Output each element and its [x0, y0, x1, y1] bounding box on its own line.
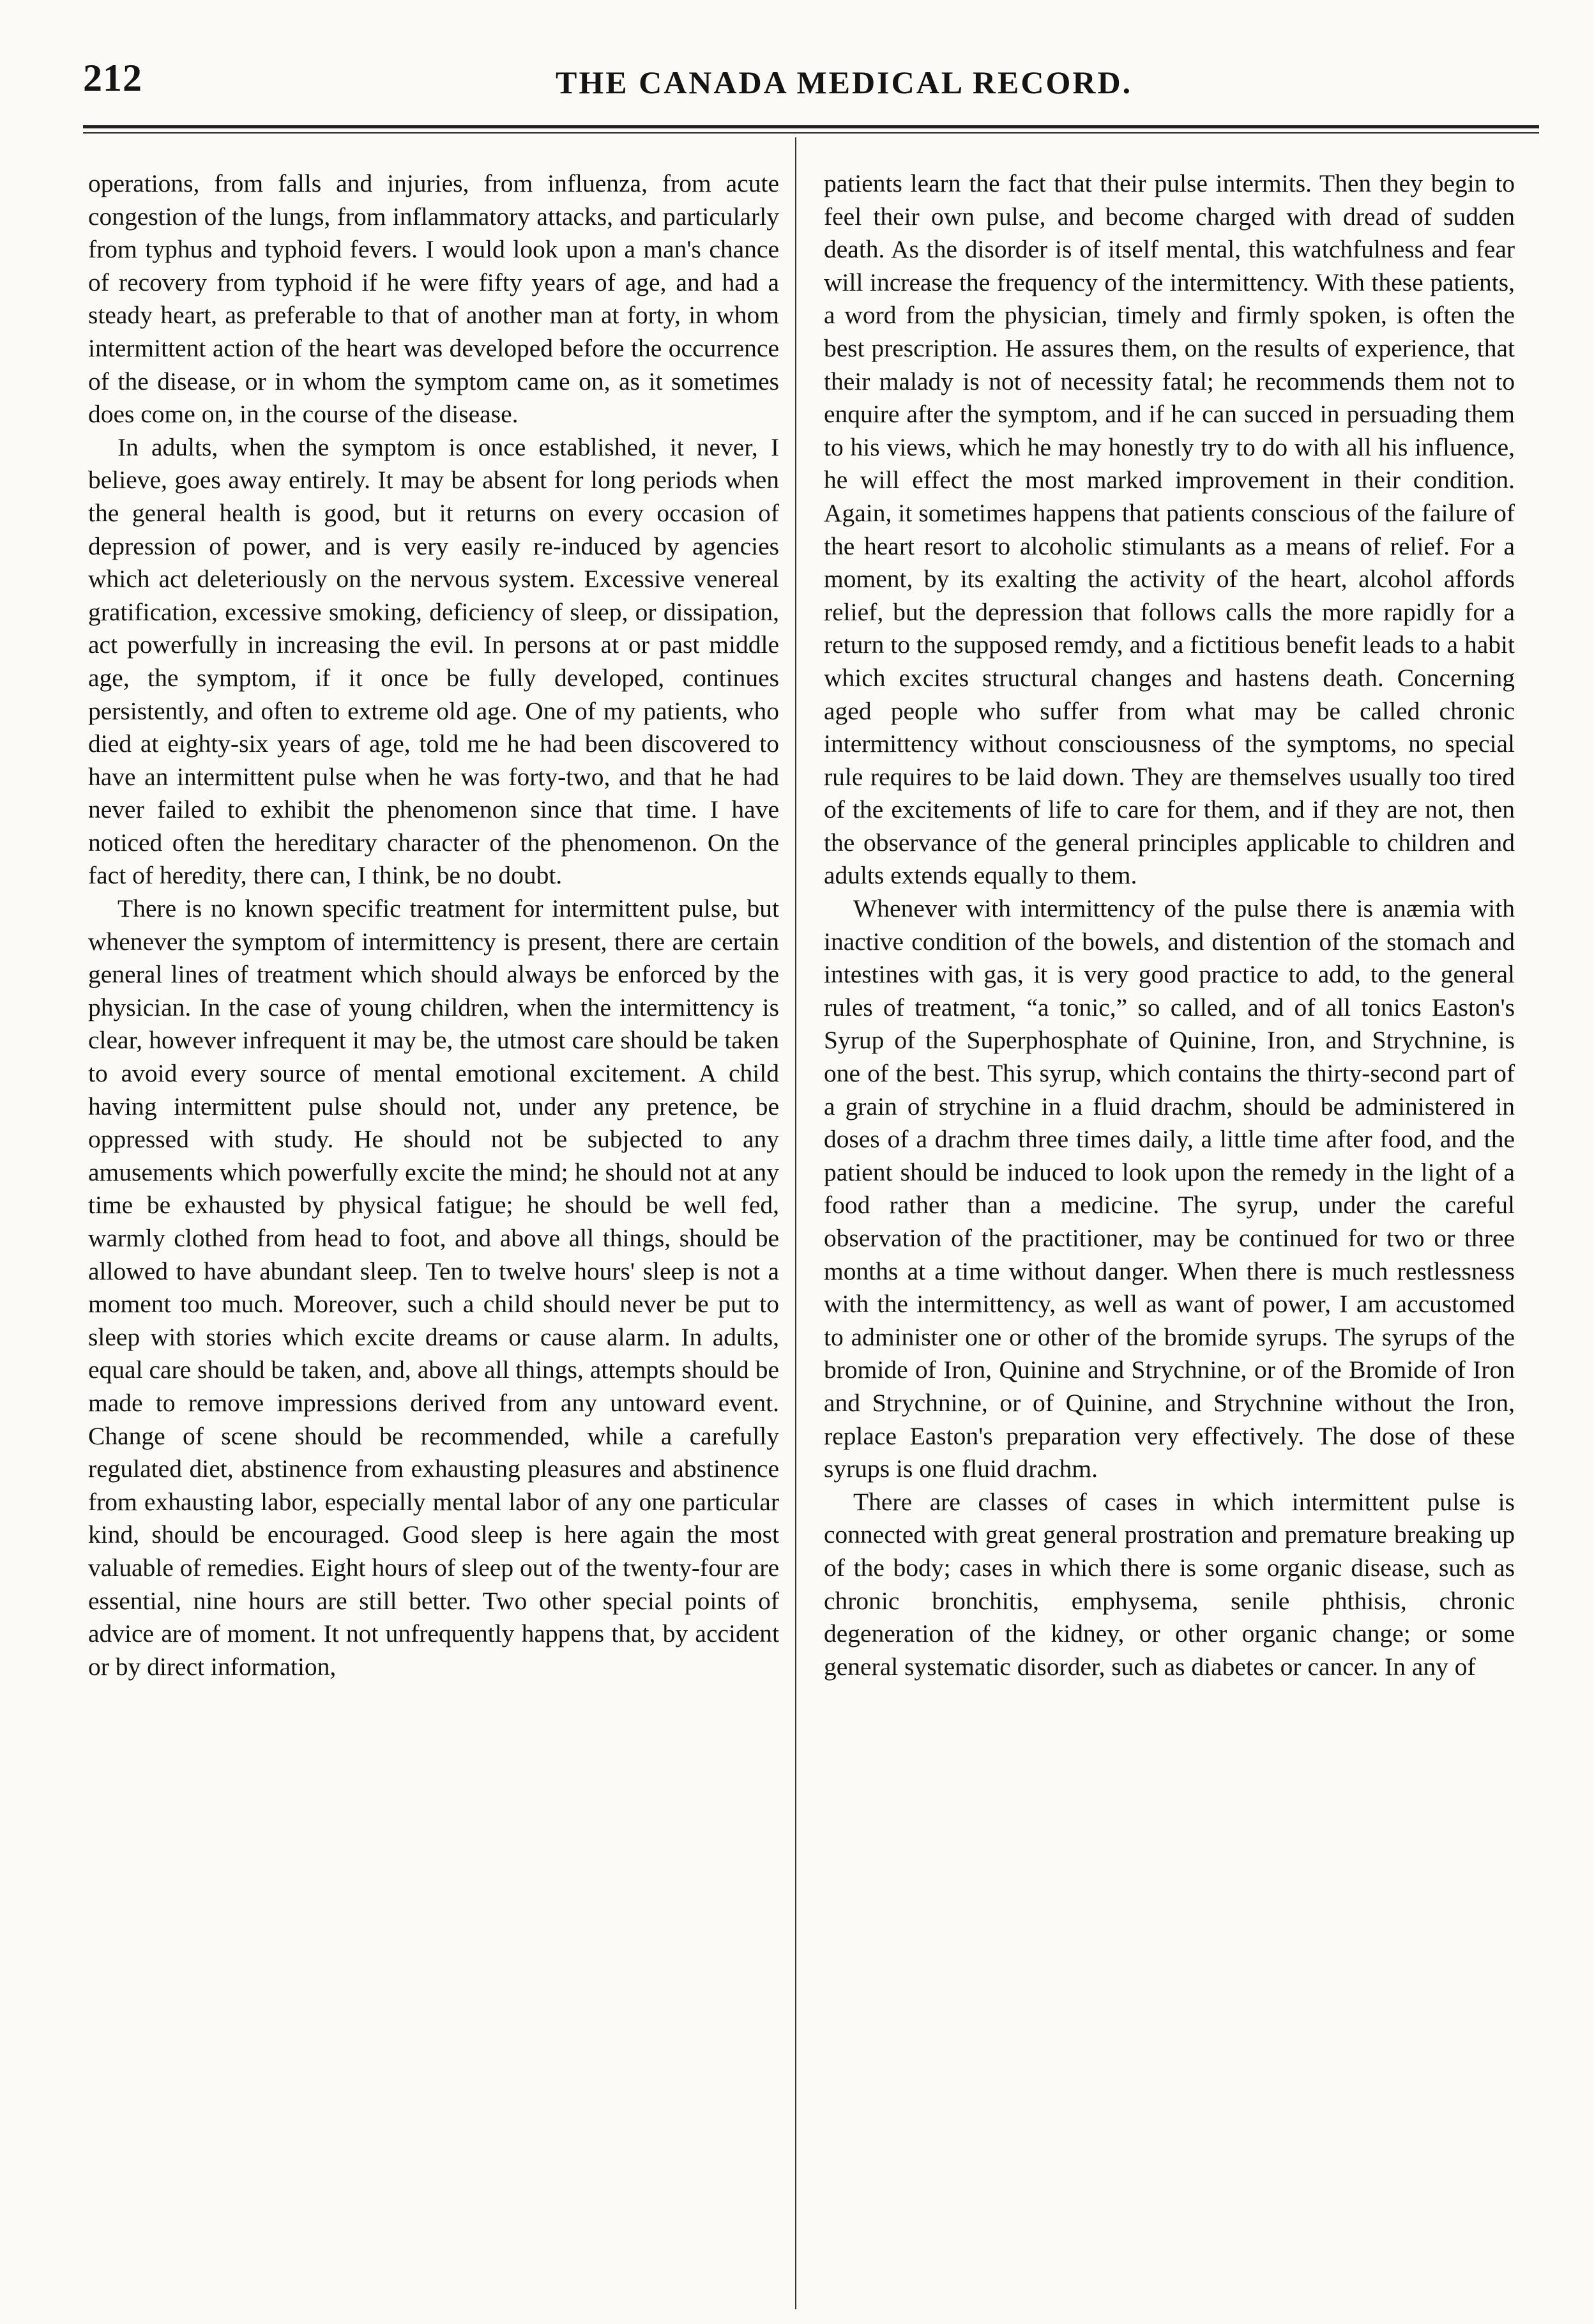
paragraph: There are classes of cases in which intermittent pulse is connected with great general prostration and premature breaking up of the body; cases in which there is some organic disease, such as chronic bronchitis, emphysema, senile phthisis, chronic degeneration of the kidney, or other organic change; or some general systematic disorder, such as diabetes or cancer. In any of — [824, 1487, 1515, 1681]
paragraph: patients learn the fact that their pulse intermits. Then they begin to feel their own pulse, and become charged with dread of sudden death. As the disorder is of itself mental, this watchfulness and fear will increase the frequency of the intermittency. With these patients, a word from the physician, timely and firmly spoken, is often the best prescription. He assures them, on the results of experience, that their malady is not of necessity fatal; he recommends them not to enquire after the symptom, and if he can succed in persuading them to his views, which he may honestly try to do with all his influence, he will effect the most marked improvement in their condition. Again, it sometimes happens that patients conscious of the failure of the heart resort to alcoholic stimulants as a means of relief. For a moment, by its exalting the activity of the heart, alcohol affords relief, but the depression that follows calls the more rapidly for a return to the supposed remdy, and a fictitious benefit leads to a habit which excites structural changes and hastens death. Concerning aged people who suffer from what may be called chronic intermittency without consciousness of the symptoms, no special rule requires to be laid down. They are themselves usually too tired of the excitements of life to care for them, and if they are not, then the observance of the general principles applicable to children and adults extends equally to them. — [824, 169, 1515, 890]
paragraph: Whenever with intermittency of the pulse there is anæmia with inactive condition of the bowels, and distention of the stomach and intestines with gas, it is very good practice to add, to the general rules of treatment, “a tonic,” so called, and of all tonics Easton's Syrup of the Superphosphate of Quinine, Iron, and Strychnine, is one of the best. This syrup, which contains the thirty-second part of a grain of strychine in a fluid drachm, should be administered in doses of a drachm three times daily, a little time after food, and the patient should be induced to look upon the remedy in the light of a food rather than a medicine. The syrup, under the careful observation of the practitioner, may be continued for two or three months at a time without danger. When there is much restlessness with the intermittency, as well as want of power, I am accustomed to administer one or other of the bromide syrups. The syrups of the bromide of Iron, Quinine and Strychnine, or of the Bromide of Iron and Strychnine, or of Quinine, and Strychnine without the Iron, replace Easton's preparation very effectively. The dose of these syrups is one fluid drachm. — [824, 894, 1515, 1483]
paragraph: operations, from falls and injuries, from influenza, from acute congestion of the lungs, from inflammatory attacks, and particularly from typhus and typhoid fevers. I would look upon a man's chance of recovery from typhoid if he were fifty years of age, and had a steady heart, as preferable to that of another man at forty, in whom intermittent action of the heart was developed before the occurrence of the disease, or in whom the symptom came on, as it sometimes does come on, in the course of the disease. — [88, 169, 779, 429]
left-column — [88, 167, 779, 1683]
running-head: THE CANADA MEDICAL RECORD. — [556, 65, 1133, 100]
page-number: 212 — [83, 57, 142, 99]
header-rule-thick — [83, 125, 1539, 128]
header-rule-thin — [83, 132, 1539, 134]
paragraph: There is no known specific treatment for intermittent pulse, but whenever the symptom of intermittency is present, there are certain general lines of treatment which should always be enforced by the physician. In the case of young children, when the intermittency is clear, however infrequent it may be, the utmost care should be taken to avoid every source of mental emotional excitement. A child having intermittent pulse should not, under any pretence, be oppressed with study. He should not be subjected to any amusements which powerfully excite the mind; he should not at any time be exhausted by physical fatigue; he should be well fed, warmly clothed from head to foot, and above all things, should be allowed to have abundant sleep. Ten to twelve hours' sleep is not a moment too much. Moreover, such a child should never be put to sleep with stories which excite dreams or cause alarm. In adults, equal care should be taken, and, above all things, attempts should be made to remove impressions derived from any untoward event. Change of scene should be recommended, while a carefully regulated diet, abstinence from exhausting pleasures and abstinence from exhausting labor, especially mental labor of any one particular kind, should be encouraged. Good sleep is here again the most valuable of remedies. Eight hours of sleep out of the twenty-four are essential, nine hours are still better. Two other special points of advice are of moment. It not unfrequently happens that, by accident or by direct information, — [88, 894, 779, 1681]
right-column — [824, 167, 1515, 1683]
column-divider — [795, 137, 796, 2309]
paragraph: In adults, when the symptom is once established, it never, I believe, goes away entirely. It may be absent for long periods when the general health is good, but it returns on every occasion of depression of power, and is very easily re-induced by agencies which act deleteriously on the nervous system. Excessive venereal gratification, excessive smoking, deficiency of sleep, or dissipation, act powerfully in increasing the evil. In persons at or past middle age, the symptom, if it once be fully developed, continues persistently, and often to extreme old age. One of my patients, who died at eighty-six years of age, told me he had been discovered to have an intermittent pulse when he was forty-two, and that he had never failed to exhibit the phenomenon since that time. I have noticed often the hereditary character of the phenomenon. On the fact of heredity, there can, I think, be no doubt. — [88, 432, 779, 890]
